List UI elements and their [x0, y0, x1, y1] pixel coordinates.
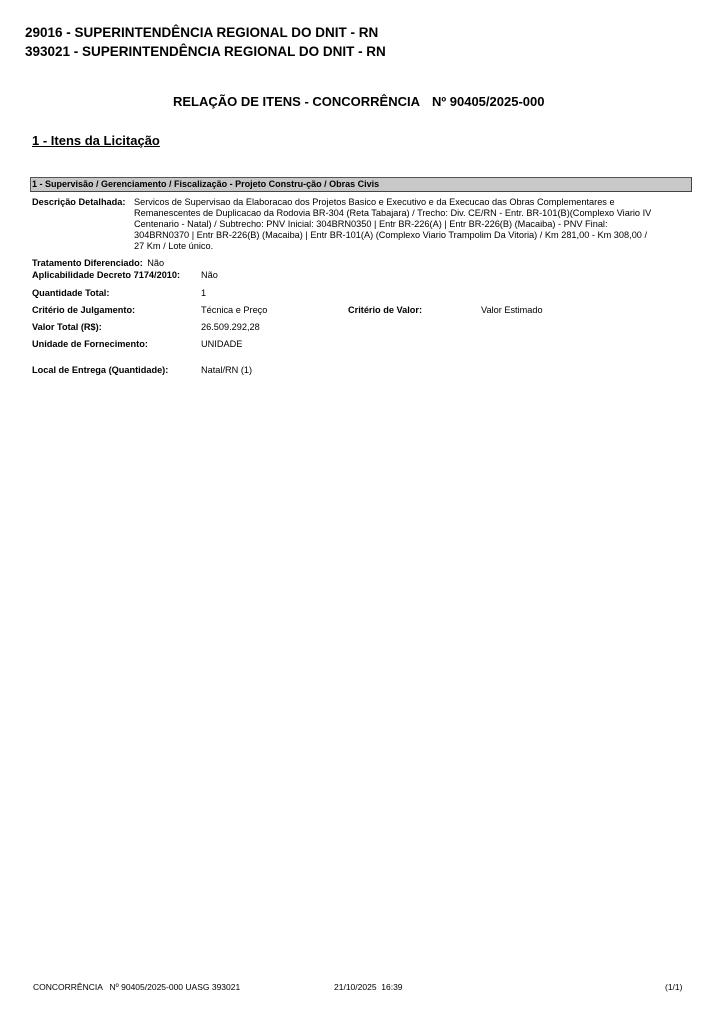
- field-value-local-entrega: Natal/RN (1): [201, 365, 253, 375]
- field-value-valor-total: 26.509.292,28: [201, 322, 260, 332]
- description-line: Remanescentes de Duplicacao da Rodovia BR-304 (Reta Tabajara) / Trecho: Div. CE/RN - Entr. BR-101(B)(Complexo Viario IV: [134, 208, 652, 218]
- page-title-text: RELAÇÃO DE ITENS - CONCORRÊNCIA: [173, 94, 421, 109]
- field-label-criterio-julgamento: Critério de Julgamento:: [32, 305, 136, 315]
- footer-reference: CONCORRÊNCIA Nº 90405/2025-000 UASG 393021: [33, 982, 241, 992]
- field-value-criterio-julgamento: Técnica e Preço: [201, 305, 268, 315]
- field-label-aplicabilidade: Aplicabilidade Decreto 7174/2010:: [32, 270, 181, 280]
- field-label-quantidade: Quantidade Total:: [32, 288, 110, 298]
- tratamento-row: [32, 253, 164, 271]
- description-line: 304BRN0370 | Entr BR-226(B) (Macaiba) | Entr BR-101(A) (Complexo Viario Trampolim Da Vitoria) / Km 281,00 - Km 308,00 /: [134, 230, 648, 240]
- description-value: [134, 197, 694, 252]
- org-line-2: 393021 - SUPERINTENDÊNCIA REGIONAL DO DNIT - RN: [25, 44, 386, 59]
- org-line-1: 29016 - SUPERINTENDÊNCIA REGIONAL DO DNIT - RN: [25, 25, 379, 40]
- field-label-valor-total: Valor Total (R$):: [32, 322, 102, 332]
- process-number: Nº 90405/2025-000: [432, 94, 545, 109]
- footer-datetime: 21/10/2025 16:39: [334, 982, 403, 992]
- field-value-criterio-valor: Valor Estimado: [481, 305, 543, 315]
- section-title: 1 - Itens da Licitação: [32, 133, 160, 148]
- description-line: 27 Km / Lote único.: [134, 241, 214, 251]
- description-line: Centenario - Natal) / Subtrecho: PNV Inicial: 304BRN0350 | Entr BR-226(A) | Entr BR-226(B) (Macaiba) - PNV Final:: [134, 219, 608, 229]
- page-title: [173, 94, 544, 109]
- description-line: Servicos de Supervisao da Elaboracao dos Projetos Basico e Executivo e da Execucao das Obras Complementares e: [134, 197, 615, 207]
- field-label-unidade: Unidade de Fornecimento:: [32, 339, 148, 349]
- tratamento-value: Não: [147, 258, 165, 268]
- footer-page-number: (1/1): [665, 982, 683, 992]
- item-heading-bar: 1 - Supervisão / Gerenciamento / Fiscalização - Projeto Constru-ção / Obras Civis: [30, 177, 692, 192]
- field-value-unidade: UNIDADE: [201, 339, 243, 349]
- field-label-criterio-valor: Critério de Valor:: [348, 305, 423, 315]
- field-label-local-entrega: Local de Entrega (Quantidade):: [32, 365, 169, 375]
- field-value-quantidade: 1: [201, 288, 207, 298]
- field-value-aplicabilidade: Não: [201, 270, 218, 280]
- description-label: Descrição Detalhada:: [32, 197, 126, 207]
- tratamento-label: Tratamento Diferenciado:: [32, 258, 143, 268]
